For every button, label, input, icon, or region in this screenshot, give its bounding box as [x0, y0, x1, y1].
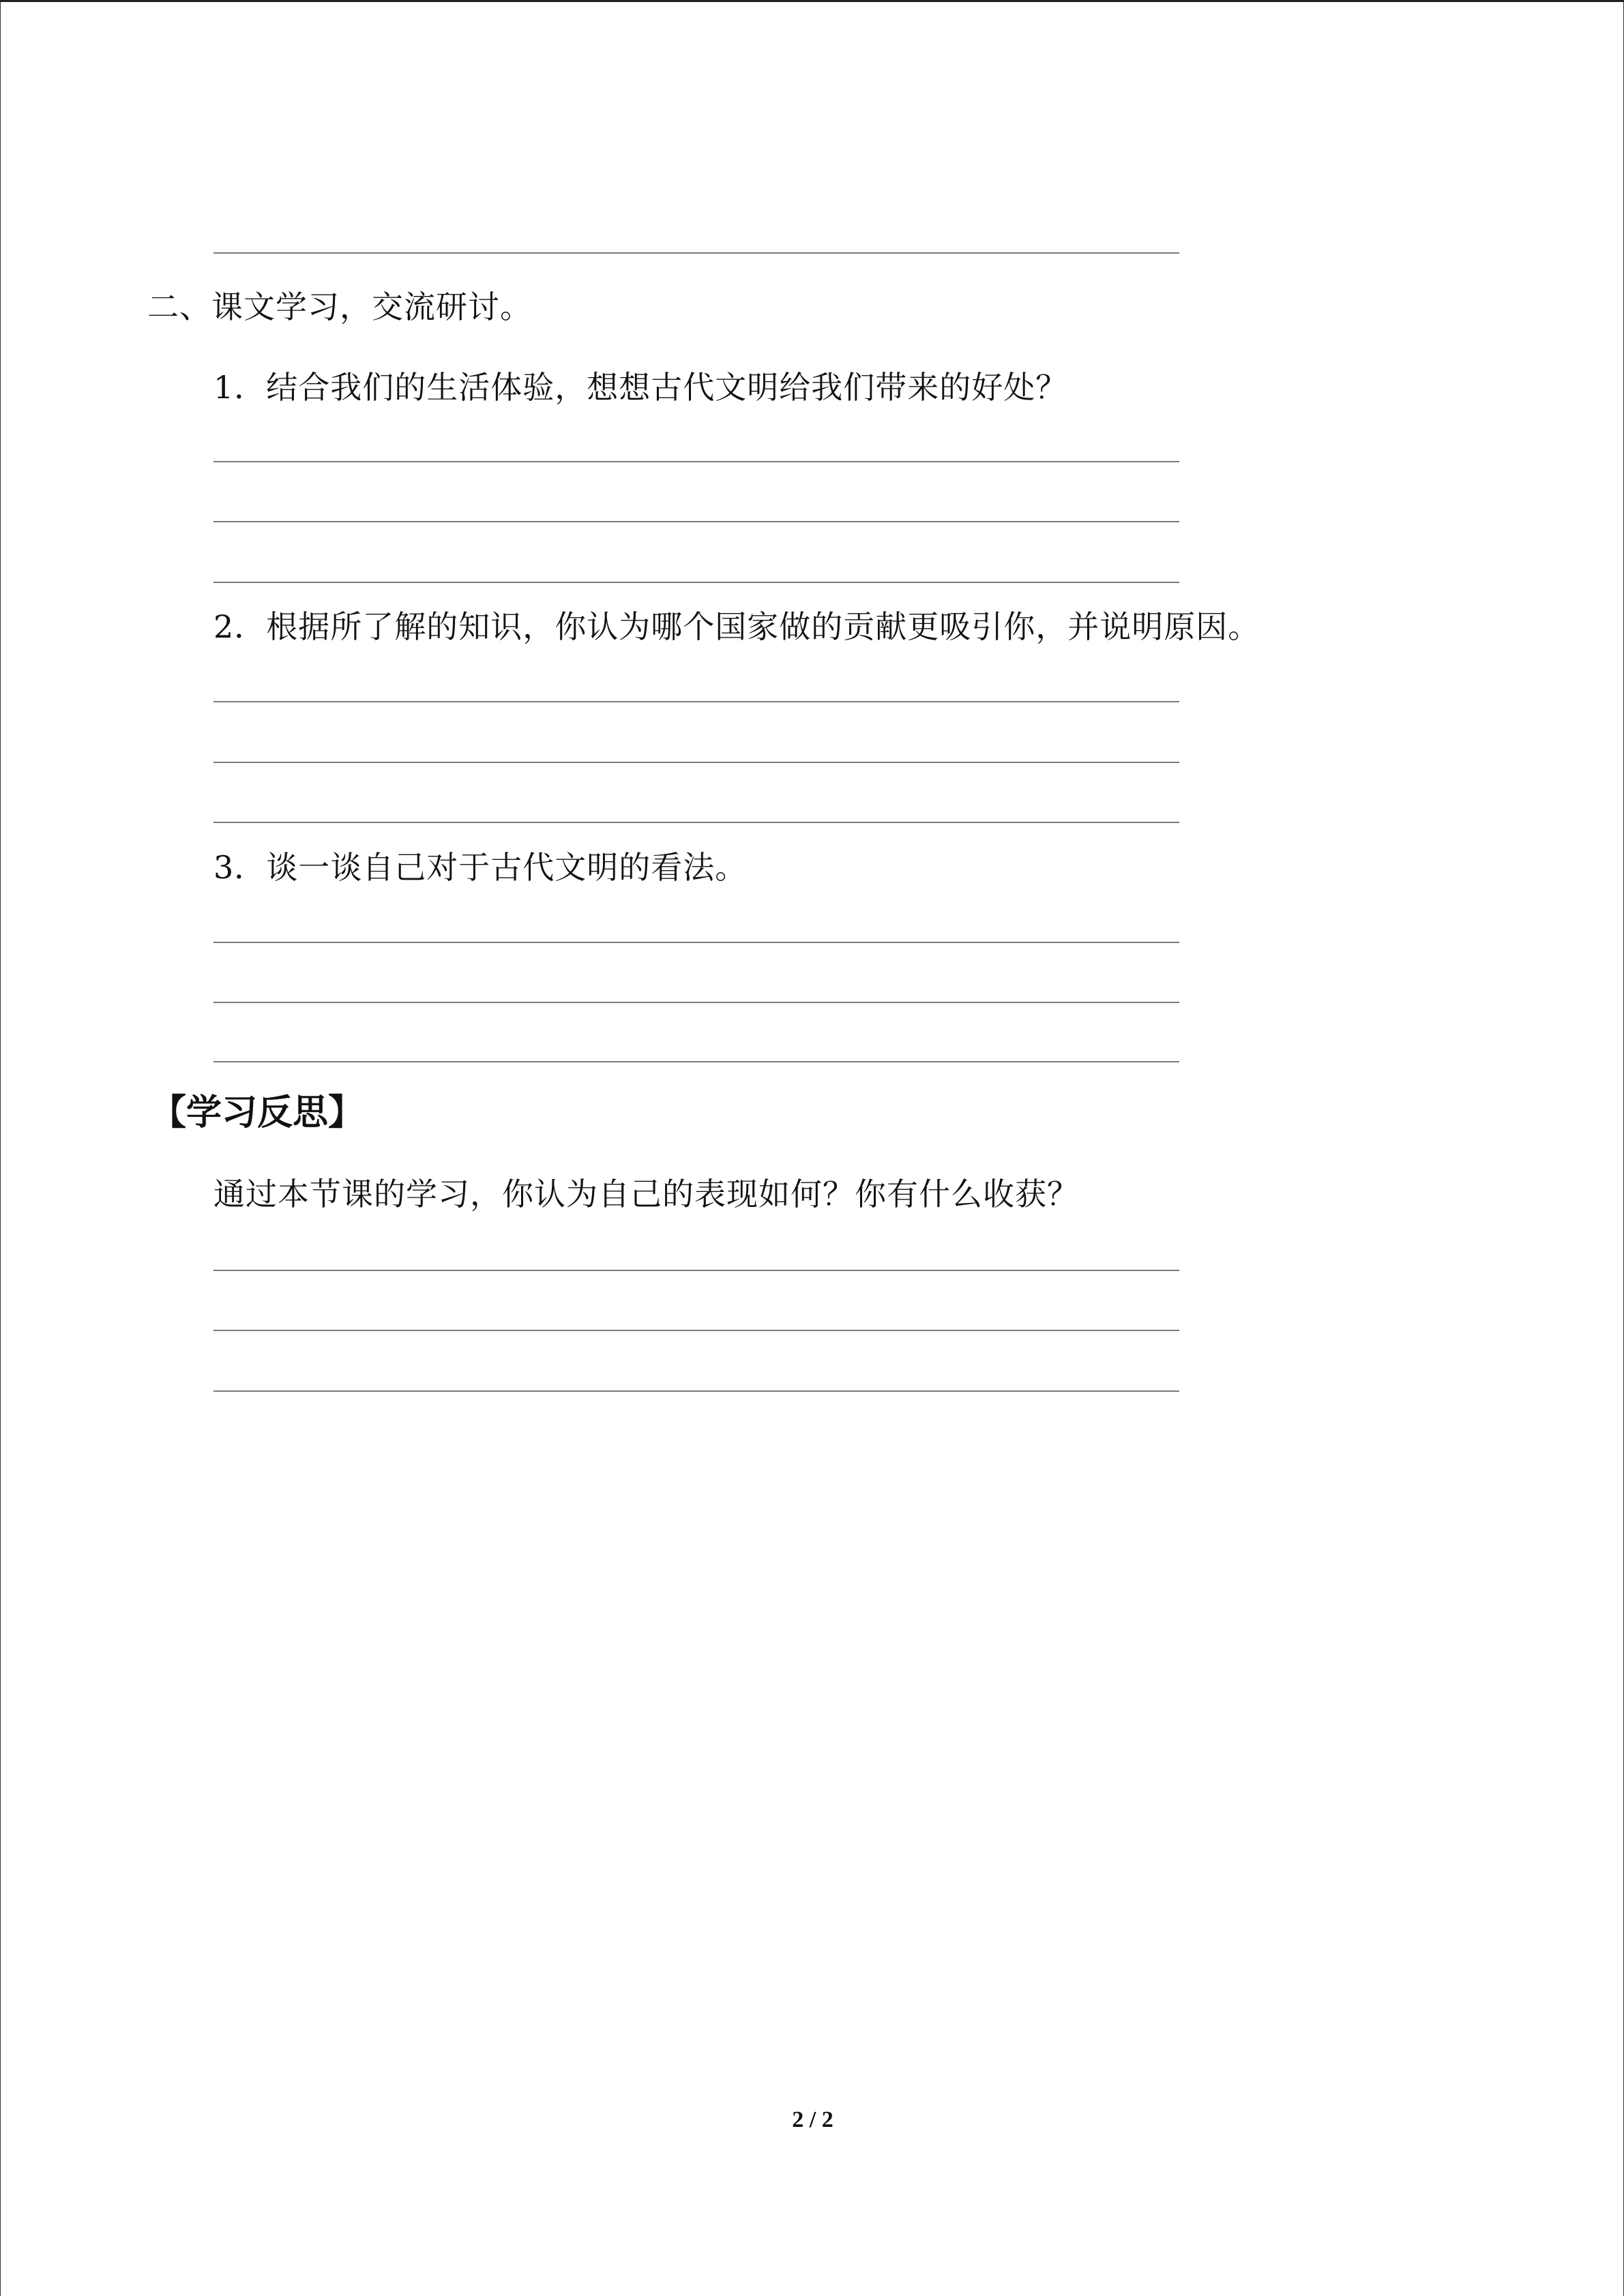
answer-line — [213, 1270, 1179, 1271]
answer-line — [213, 822, 1179, 823]
question-3: 3．谈一谈自己对于古代文明的看法。 — [213, 849, 748, 886]
answer-line — [213, 461, 1179, 462]
answer-line — [213, 762, 1179, 763]
answer-line — [213, 582, 1179, 583]
answer-line — [213, 1061, 1179, 1062]
answer-line — [213, 521, 1179, 522]
reflection-prompt: 通过本节课的学习，你认为自己的表现如何？你有什么收获？ — [213, 1176, 1079, 1212]
reflection-title: 【学习反思】 — [151, 1092, 364, 1133]
answer-line — [213, 252, 1179, 254]
answer-line — [213, 701, 1179, 702]
question-1: 1．结合我们的生活体验，想想古代文明给我们带来的好处？ — [213, 369, 1068, 406]
answer-line — [213, 1002, 1179, 1003]
question-2: 2．根据所了解的知识，你认为哪个国家做的贡献更吸引你，并说明原因。 — [213, 608, 1260, 645]
section-heading: 二、课文学习，交流研讨。 — [147, 288, 532, 325]
answer-line — [213, 1390, 1179, 1392]
page-number: 2 / 2 — [792, 2107, 833, 2132]
answer-line — [213, 1330, 1179, 1331]
answer-line — [213, 942, 1179, 943]
